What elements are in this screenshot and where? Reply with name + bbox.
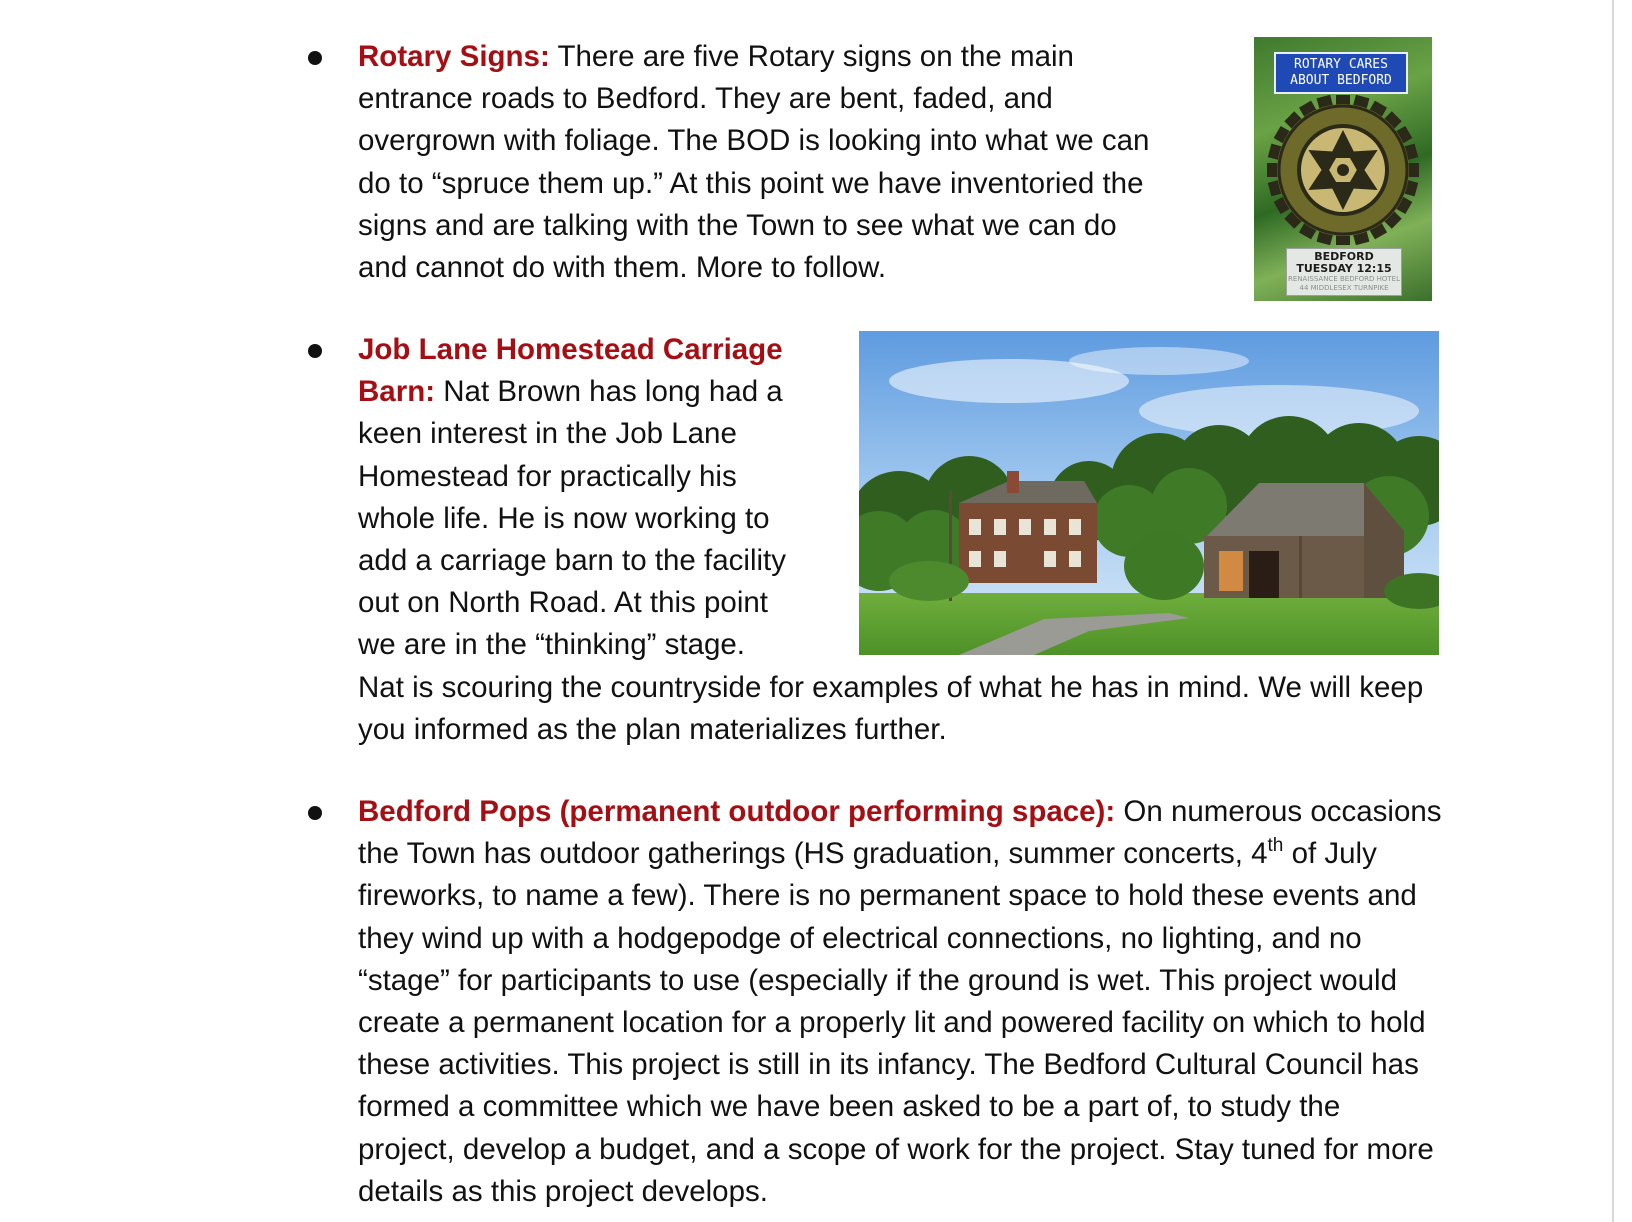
page-edge-line <box>1612 0 1614 1222</box>
bedford-pops-line-8: formed a committee which we have been asked to be a part of, to study the <box>358 1090 1341 1124</box>
rotary-wheel-icon <box>1260 95 1426 245</box>
rotary-signs-line-2: entrance roads to Bedford. They are bent, faded, and <box>358 82 1053 116</box>
bedford-pops-line-5: “stage” for participants to use (especially if the ground is wet. This project would <box>358 963 1398 997</box>
job-lane-line-4: Homestead for practically his <box>358 459 737 493</box>
rotary-signs-paragraph <box>358 36 1238 289</box>
job-lane-line-9: Nat is scouring the countryside for examples of what he has in mind. We will keep <box>358 670 1424 704</box>
bullet-bedford-pops <box>308 806 322 820</box>
job-lane-line-6: add a carriage barn to the facility <box>358 544 786 578</box>
rotary-meeting-plate: BEDFORD TUESDAY 12:15 RENAISSANCE BEDFORD HOTEL 44 MIDDLESEX TURNPIKE <box>1286 248 1402 296</box>
bedford-pops-heading: Bedford Pops (permanent outdoor performing space): <box>358 795 1116 828</box>
rotary-signs-line-4: do to “spruce them up.” At this point we have inventoried the <box>358 166 1144 200</box>
rotary-signs-heading: Rotary Signs: <box>358 40 550 73</box>
rotary-signs-line-6: and cannot do with them. More to follow. <box>358 251 887 285</box>
job-lane-line-2: Barn: Nat Brown has long had a <box>358 375 783 409</box>
job-lane-line-5: whole life. He is now working to <box>358 501 770 535</box>
bedford-pops-paragraph <box>358 791 1598 1213</box>
bedford-pops-line-7: these activities. This project is still in its infancy. The Bedford Cultural Council has <box>358 1048 1419 1082</box>
bedford-pops-line-10: details as this project develops. <box>358 1174 768 1208</box>
job-lane-heading: Job Lane Homestead Carriage <box>358 333 783 366</box>
rotary-signs-line-1: Rotary Signs: There are five Rotary signs on the main <box>358 40 1074 73</box>
homestead-photo <box>859 331 1439 655</box>
bedford-pops-line-3: fireworks, to name a few). There is no permanent space to hold these events and <box>358 879 1417 913</box>
job-lane-line-3: keen interest in the Job Lane <box>358 417 737 451</box>
bedford-pops-line-2: the Town has outdoor gatherings (HS graduation, summer concerts, 4th of July <box>358 835 1377 871</box>
job-lane-line-10: you informed as the plan materializes further. <box>358 712 947 746</box>
bedford-pops-line-9: project, develop a budget, and a scope of work for the project. Stay tuned for more <box>358 1132 1434 1166</box>
bedford-pops-line-4: they wind up with a hodgepodge of electrical connections, no lighting, and no <box>358 921 1362 955</box>
bedford-pops-line-1: Bedford Pops (permanent outdoor performing space): On numerous occasions <box>358 795 1442 828</box>
bullet-job-lane <box>308 344 322 358</box>
rotary-signs-line-3: overgrown with foliage. The BOD is looking into what we can <box>358 124 1150 158</box>
rotary-signs-line-5: signs and are talking with the Town to see what we can do <box>358 208 1117 242</box>
job-lane-line-7: out on North Road. At this point <box>358 586 768 620</box>
job-lane-line-8: we are in the “thinking” stage. <box>358 628 745 662</box>
rotary-sign-photo <box>1254 37 1432 301</box>
bedford-pops-line-6: create a permanent location for a properly lit and powered facility on which to hold <box>358 1006 1426 1040</box>
bullet-rotary-signs <box>308 51 322 65</box>
rotary-sign-plate: ROTARY CARES ABOUT BEDFORD <box>1274 52 1408 94</box>
